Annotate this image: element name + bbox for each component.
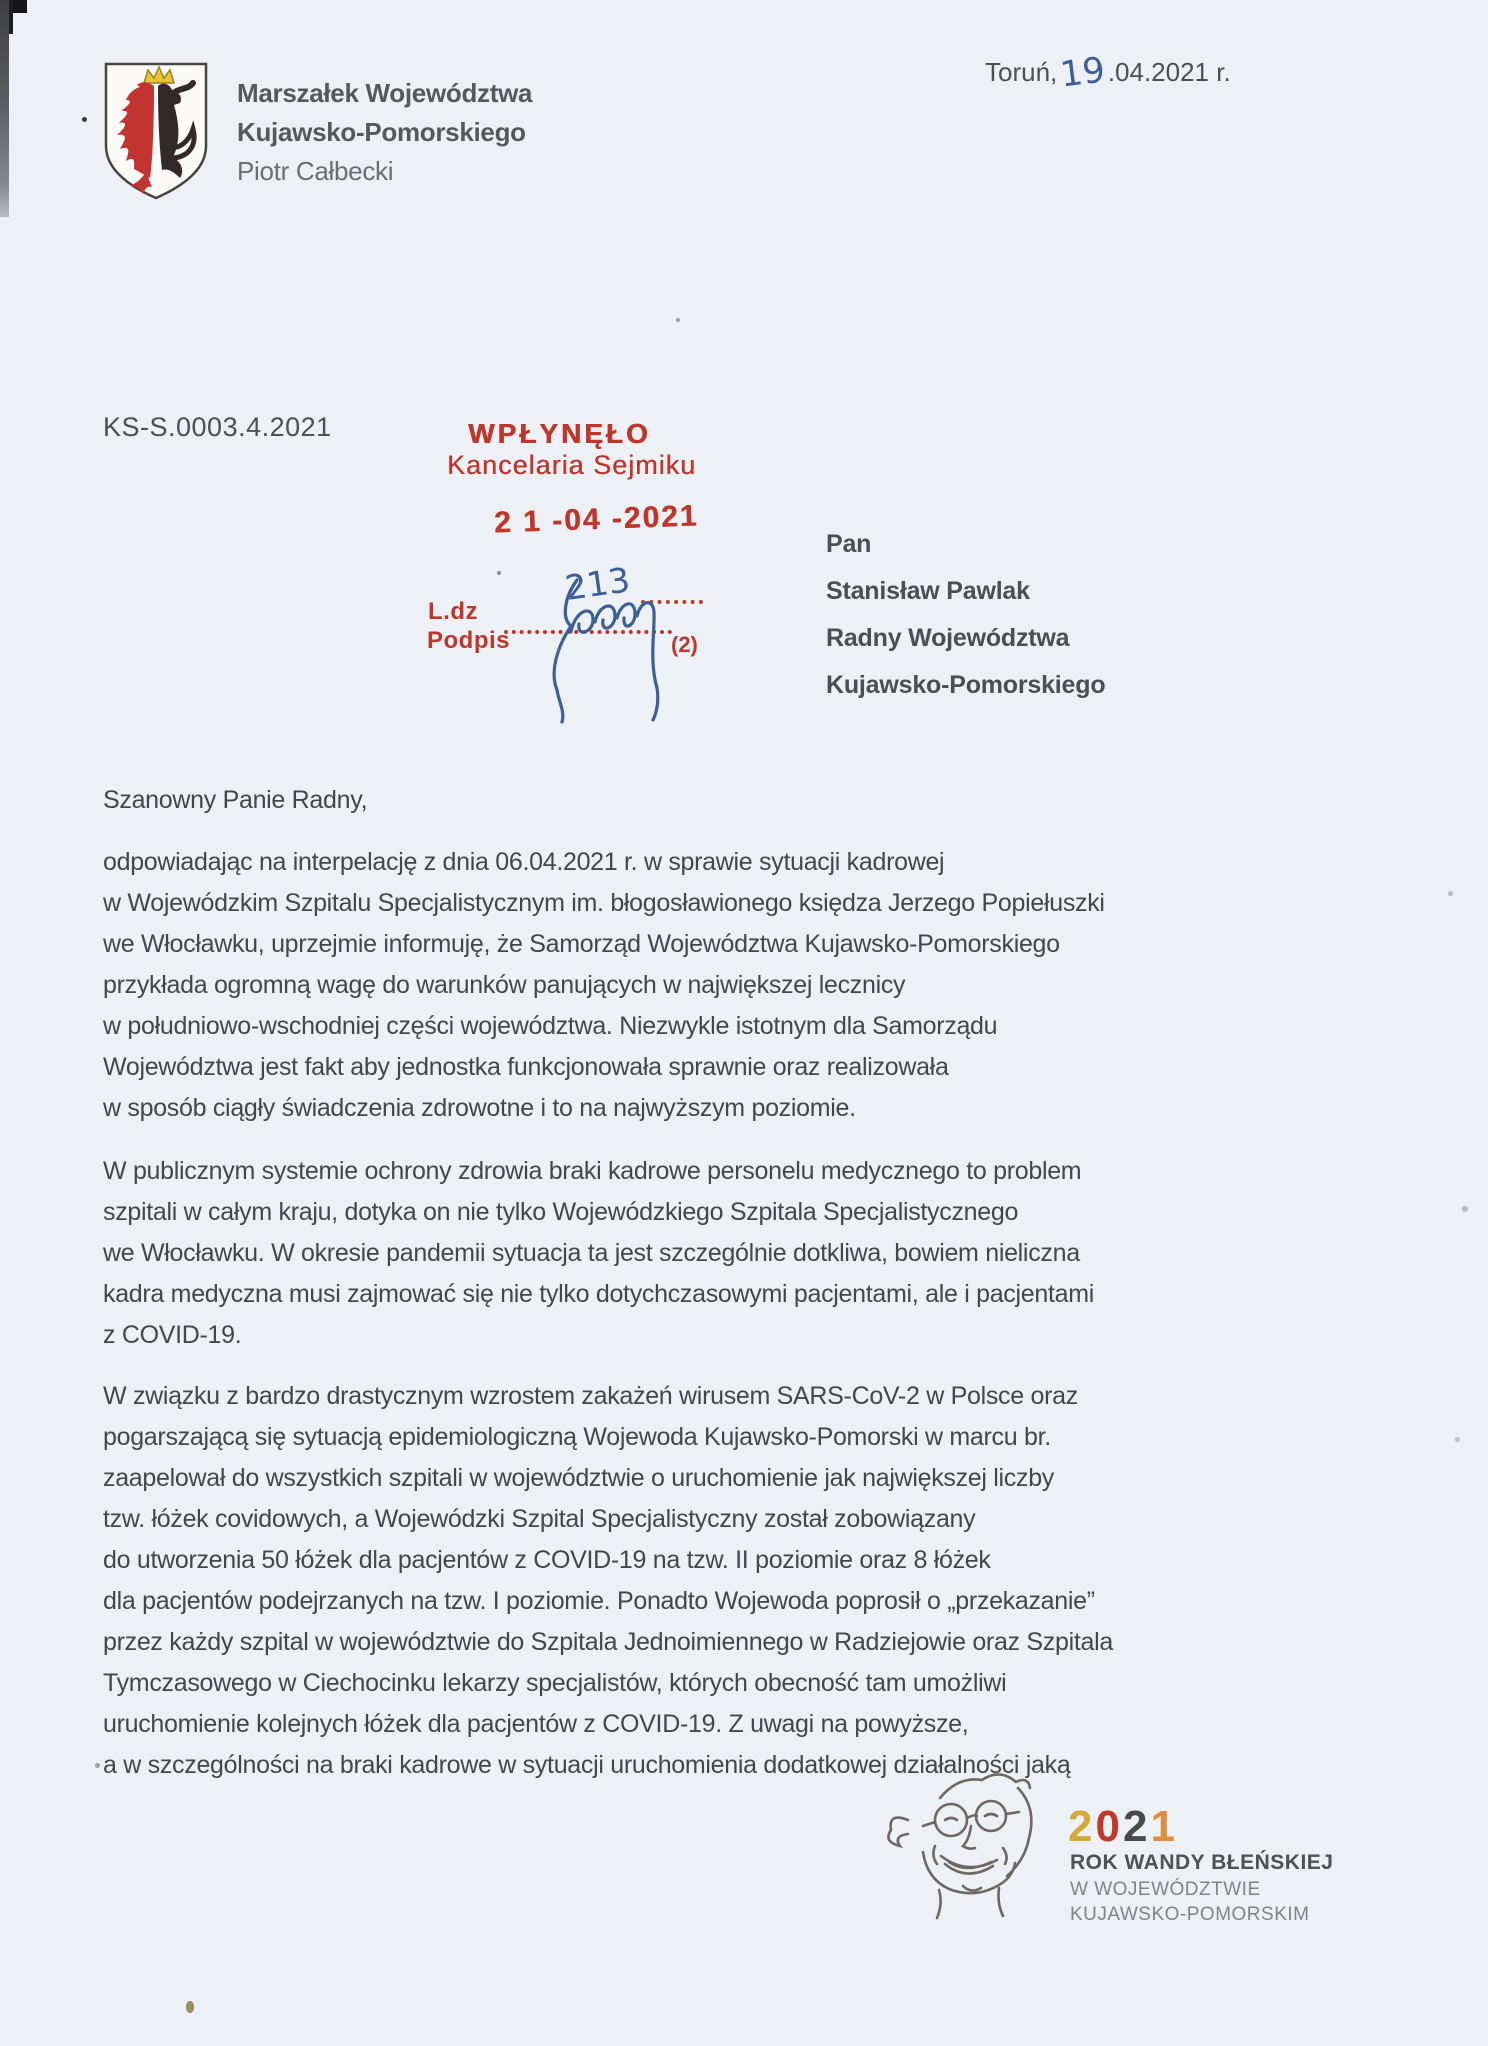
- footer-campaign-line1: ROK WANDY BŁEŃSKIEJ: [1070, 1851, 1334, 1874]
- footer-campaign-line3: KUJAWSKO-POMORSKIM: [1070, 1904, 1310, 1925]
- text-line: szpitali w całym kraju, dotyka on nie tylko Wojewódzkiego Szpitala Specjalistycznego: [103, 1198, 1019, 1226]
- handwritten-day: 19: [1058, 50, 1108, 96]
- recipient-title-line1: Radny Województwa: [826, 624, 1070, 652]
- date-line: [985, 50, 1231, 96]
- year-digit: 0: [1095, 1802, 1123, 1851]
- scan-speck: [186, 2001, 194, 2013]
- text-line: z COVID-19.: [103, 1321, 242, 1349]
- intake-stamp-date: 2 1 -04 -2021: [493, 499, 699, 540]
- paragraph-1: [103, 842, 1105, 1129]
- text-line: w Wojewódzkim Szpitalu Specjalistycznym im. błogosławionego księdza Jerzego Popiełuszki: [103, 889, 1105, 917]
- text-line: tzw. łóżek covidowych, a Wojewódzki Szpital Specjalistyczny został zobowiązany: [103, 1505, 976, 1533]
- signature-scribble-icon: [515, 558, 695, 738]
- scan-speck: [676, 318, 680, 322]
- footer-year: [1068, 1802, 1178, 1852]
- text-line: Tymczasowego w Ciechocinku lekarzy specjalistów, których obecność tam umożliwi: [103, 1669, 1007, 1697]
- text-line: a w szczególności na braki kadrowe w sytuacji uruchomienia dodatkowej działalności jaką: [103, 1751, 1071, 1779]
- scan-speck: [1462, 1206, 1468, 1212]
- paragraph-3: [103, 1376, 1113, 1786]
- handwritten-number: 213: [562, 560, 633, 609]
- year-digit: 1: [1150, 1802, 1178, 1851]
- sender-name: Piotr Całbecki: [237, 156, 394, 186]
- text-line: we Włocławku. W okresie pandemii sytuacja ta jest szczególnie dotkliwa, bowiem nieliczna: [103, 1239, 1080, 1267]
- letter-salutation: Szanowny Panie Radny,: [103, 786, 368, 814]
- recipient-block: [826, 521, 1105, 709]
- recipient-name: Stanisław Pawlak: [826, 577, 1030, 605]
- text-line: zaapelował do wszystkich szpitali w województwie o uruchomienie jak największej liczby: [103, 1464, 1055, 1492]
- year-digit: 2: [1068, 1802, 1096, 1851]
- stamp-podpis-label: Podpis: [427, 627, 511, 654]
- date-rest: .04.2021 r.: [1107, 57, 1231, 87]
- sender-block: [237, 74, 532, 191]
- scan-speck: [95, 1763, 100, 1768]
- text-line: odpowiadając na interpelację z dnia 06.04.2021 r. w sprawie sytuacji kadrowej: [103, 848, 945, 876]
- recipient-title-line2: Kujawsko-Pomorskiego: [826, 671, 1106, 699]
- wanda-blenska-sketch-icon: [878, 1766, 1058, 1936]
- reference-number: KS-S.0003.4.2021: [103, 412, 332, 442]
- year-digit: 2: [1122, 1802, 1151, 1851]
- text-line: we Włocławku, uprzejmie informuję, że Samorząd Województwa Kujawsko-Pomorskiego: [103, 930, 1060, 958]
- scan-artifact-edge: [0, 0, 9, 217]
- text-line: uruchomienie kolejnych łóżek dla pacjentów z COVID-19. Z uwagi na powyższe,: [103, 1710, 969, 1738]
- date-city: Toruń,: [985, 57, 1058, 87]
- text-line: W publicznym systemie ochrony zdrowia braki kadrowe personelu medycznego to problem: [103, 1157, 1082, 1185]
- sender-title-line2: Kujawsko-Pomorskiego: [237, 117, 526, 147]
- scan-speck: [82, 117, 87, 122]
- recipient-salutation: Pan: [826, 530, 872, 558]
- stamp-copy-number: (2): [671, 632, 698, 657]
- text-line: pogarszającą się sytuacją epidemiologiczną Wojewoda Kujawsko-Pomorski w marcu br.: [103, 1423, 1051, 1451]
- intake-stamp-title: WPŁYNĘŁO: [468, 418, 651, 449]
- text-line: W związku z bardzo drastycznym wzrostem zakażeń wirusem SARS-CoV-2 w Polsce oraz: [103, 1382, 1078, 1410]
- intake-stamp-office: Kancelaria Sejmiku: [447, 450, 697, 480]
- text-line: przykłada ogromną wagę do warunków panujących w największej lecznicy: [103, 971, 906, 999]
- scan-speck: [497, 571, 501, 575]
- text-line: dla pacjentów podejrzanych na tzw. I poziomie. Ponadto Wojewoda poprosił o „przekazanie”: [103, 1587, 1095, 1615]
- kujawsko-pomorskie-coat-of-arms-icon: [100, 60, 212, 202]
- scan-speck: [1455, 1437, 1460, 1442]
- text-line: w sposób ciągły świadczenia zdrowotne i to na najwyższym poziomie.: [103, 1094, 856, 1122]
- text-line: Województwa jest fakt aby jednostka funkcjonowała sprawnie oraz realizowała: [103, 1053, 949, 1081]
- text-line: do utworzenia 50 łóżek dla pacjentów z COVID-19 na tzw. II poziomie oraz 8 łóżek: [103, 1546, 991, 1574]
- paragraph-2: [103, 1151, 1094, 1356]
- stamp-ldz-label: L.dz: [428, 598, 478, 625]
- text-line: przez każdy szpital w województwie do Szpitala Jednoimiennego w Radziejowie oraz Szpitala: [103, 1628, 1113, 1656]
- scan-speck: [1448, 891, 1453, 896]
- text-line: w południowo-wschodniej części województwa. Niezwykle istotnym dla Samorządu: [103, 1012, 998, 1040]
- sender-title-line1: Marszałek Województwa: [237, 78, 533, 108]
- footer-campaign-line2: W WOJEWÓDZTWIE: [1070, 1879, 1261, 1900]
- text-line: kadra medyczna musi zajmować się nie tylko dotychczasowymi pacjentami, ale i pacjentami: [103, 1280, 1094, 1308]
